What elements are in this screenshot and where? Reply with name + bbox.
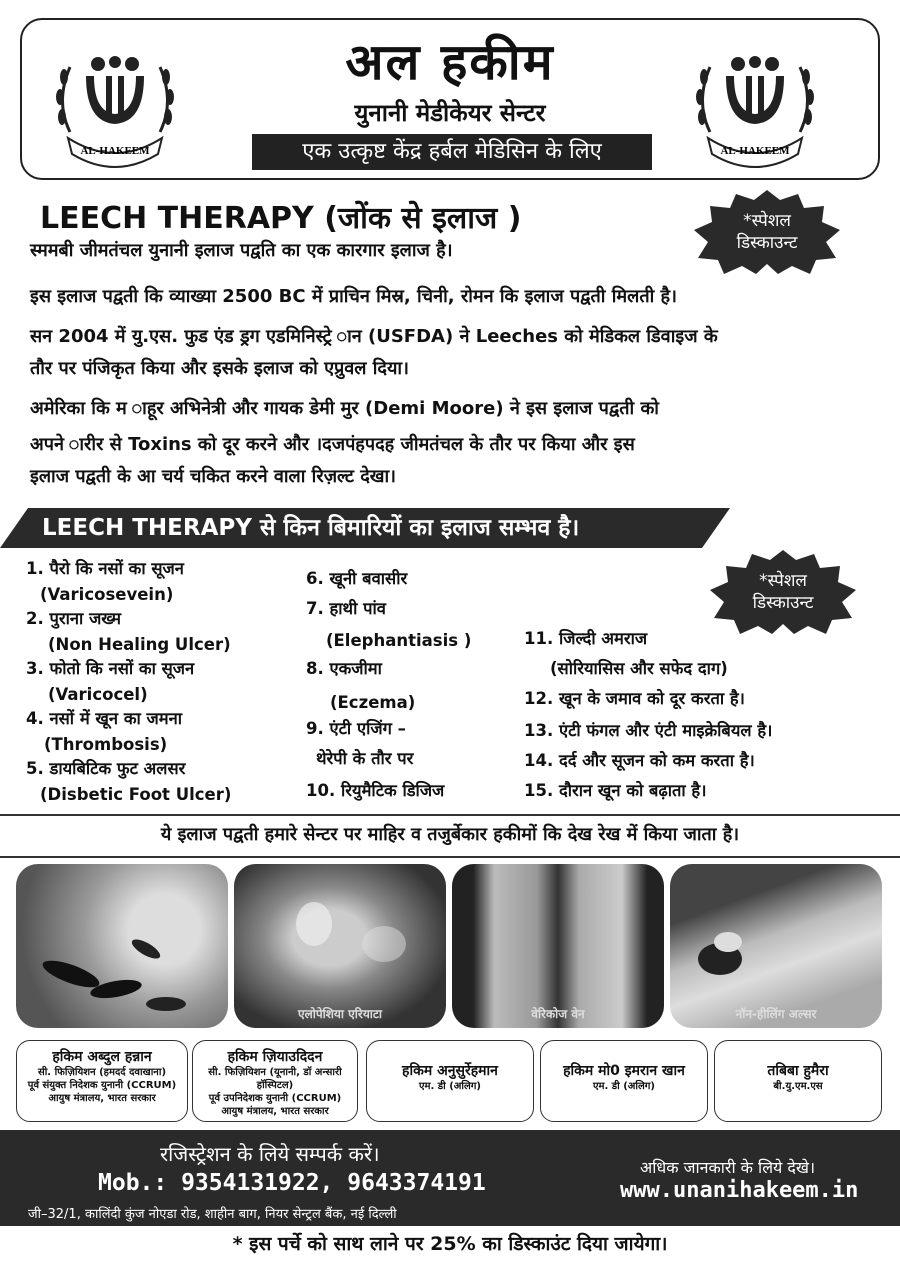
- clinic-title: अल हकीम: [345, 33, 555, 91]
- disease-item: (Non Healing Ulcer): [48, 635, 231, 654]
- more-info-text: अधिक जानकारी के लिये देखे।: [640, 1158, 816, 1177]
- doctor-detail: पूर्व उपनिदेशक युनानी (CCRUM): [208, 1093, 342, 1104]
- discount-offer: * इस पर्चे को साथ लाने पर 25% का डिस्काउंट दिया जायेगा।: [232, 1233, 668, 1255]
- special-discount-badge-list: [708, 550, 858, 634]
- doctor-name: हकिम अनुसुर्रेहमान: [402, 1063, 498, 1079]
- disease-item: (Varicosevein): [40, 585, 174, 604]
- disease-item: 1. पैरो कि नसों का सूजन: [26, 559, 184, 578]
- disease-item: 4. नसों में खून का जमना: [26, 709, 183, 728]
- doctor-name: तबिबा हुमैरा: [767, 1063, 829, 1079]
- disease-item: (Varicocel): [48, 685, 148, 704]
- photo-alopecia-areata: [234, 864, 446, 1028]
- badge-line-1: *स्पेशल: [743, 211, 791, 231]
- intro-paragraph: इस इलाज पद्वती कि व्याख्या 2500 BC में प्राचिन मिस्र, चिनी, रोमन कि इलाज पद्वती मिलती है।: [30, 286, 677, 307]
- doctor-detail: सी. फिज़ियिशन (हमदर्द दवाखाना): [37, 1067, 167, 1078]
- photo-leech-application: [16, 864, 228, 1028]
- badge-line-1: *स्पेशल: [759, 571, 807, 591]
- doctor-card: [540, 1040, 708, 1122]
- doctor-name: हकिम मो0 इमरान खान: [563, 1063, 685, 1079]
- doctor-detail: आयुष मंत्रालय, भारत सरकार: [48, 1093, 156, 1104]
- photo-caption: एलोपेशिया एरियाटा: [297, 1007, 383, 1021]
- disease-item: (Thrombosis): [44, 735, 168, 754]
- diseases-banner-text: LEECH THERAPY से किन बिमारियों का इलाज सम्भव है।: [42, 515, 580, 541]
- doctor-detail: पूर्व संयुक्त निदेशक युनानी (CCRUM): [27, 1080, 177, 1091]
- doctor-detail: सी. फिज़ियिशन (यूनानी, डॉ अन्सारी हॉस्पिटल): [208, 1067, 342, 1091]
- disease-item: 9. एंटी एजिंग –: [306, 719, 406, 738]
- disease-item: 2. पुराना जख्म: [26, 609, 121, 628]
- disease-item: (Eczema): [330, 693, 416, 712]
- logo-text: AL-HAKEEM: [720, 145, 790, 157]
- intro-paragraph: अपने ारीर से Toxins को दूर करने और ।दजपंहपदह जीमतंचल के तौर पर किया और इस: [30, 434, 635, 455]
- doctor-card: [714, 1040, 882, 1122]
- badge-line-2: डिस्काउन्ट: [736, 233, 798, 253]
- disease-item: 5. डायबिटिक फुट अलसर: [26, 759, 186, 778]
- intro-paragraph: सन 2004 में यु.एस. फुड एंड ड्रग एडमिनिस्ट्रे ान (USFDA) ने Leeches को मेडिकल डिवाइज के: [30, 326, 718, 347]
- registration-text: रजिस्ट्रेशन के लिये सम्पर्क करें।: [160, 1142, 380, 1166]
- doctor-card: [16, 1040, 188, 1122]
- intro-paragraph: स्ममबी जीमतंचल युनानी इलाज पद्वति का एक कारगार इलाज है।: [30, 240, 453, 261]
- contact-footer: [0, 1130, 900, 1226]
- disease-item: 8. एकजीमा: [306, 659, 382, 678]
- disease-item: 10. रियुमैटिक डिजिज: [306, 781, 445, 800]
- disease-item: 13. एंटी फंगल और एंटी माइक्रेबियल है।: [524, 721, 773, 740]
- badge-line-2: डिस्काउन्ट: [752, 593, 814, 613]
- doctor-name: हकिम ज़ियाउदिदन: [227, 1049, 323, 1065]
- disease-item: (सोरियासिस और सफेद दाग): [550, 659, 728, 678]
- doctor-detail: आयुष मंत्रालय, भारत सरकार: [221, 1106, 329, 1117]
- doctor-detail: एम. डी (अलिग): [419, 1081, 481, 1092]
- doctor-detail: एम. डी (अलिग): [593, 1081, 655, 1092]
- doctor-card: [366, 1040, 534, 1122]
- doctor-card: [192, 1040, 358, 1122]
- special-discount-badge-top: [692, 190, 842, 274]
- doctor-name: हकिम अब्दुल हन्नान: [52, 1049, 152, 1065]
- logo-text: AL-HAKEEM: [80, 145, 150, 157]
- photo-caption: वेरिकोज वेन: [531, 1007, 585, 1021]
- website-link[interactable]: www.unanihakeem.in: [620, 1178, 859, 1203]
- tagline: एक उत्कृष्ट केंद्र हर्बल मेडिसिन के लिए: [252, 134, 652, 170]
- disease-item: 12. खून के जमाव को दूर करता है।: [524, 689, 745, 708]
- intro-paragraph: अमेरिका कि म ाहूर अभिनेत्री और गायक डेमी मुर (Demi Moore) ने इस इलाज पद्वती को: [30, 398, 659, 419]
- photo-caption: नॉन-हीलिंग अल्सर: [735, 1007, 817, 1021]
- leech-therapy-heading: LEECH THERAPY (जोंक से इलाज ): [40, 201, 522, 236]
- photo-non-healing-ulcer: [670, 864, 882, 1028]
- disease-item: 6. खूनी बवासीर: [306, 569, 408, 588]
- mobile-numbers[interactable]: Mob.: 9354131922, 9643374191: [98, 1170, 486, 1196]
- clinic-subtitle: युनानी मेडीकेयर सेन्टर: [354, 99, 546, 127]
- disease-item: थेरेपी के तौर पर: [316, 749, 414, 768]
- disease-item: 15. दौरान खून को बढ़ाता है।: [524, 781, 707, 800]
- disease-item: 3. फोतो कि नसों का सूजन: [26, 659, 195, 678]
- expert-statement: ये इलाज पद्वती हमारे सेन्टर पर माहिर व तजुर्बेकार हकीमों कि देख रेख में किया जाता है।: [160, 824, 740, 845]
- disease-item: 14. दर्द और सूजन को कम करता है।: [524, 751, 755, 770]
- divider: [0, 814, 900, 816]
- photo-varicose-vein: [452, 864, 664, 1028]
- intro-paragraph: तौर पर पंजिकृत किया और इसके इलाज को एप्रुवल दिया।: [30, 358, 409, 379]
- doctor-detail: बी.यु.एम.एस: [773, 1081, 823, 1092]
- disease-item: 7. हाथी पांव: [306, 599, 386, 618]
- disease-item: (Elephantiasis ): [326, 631, 472, 650]
- disease-item: (Disbetic Foot Ulcer): [40, 785, 232, 804]
- address: जी–32/1, कालिंदी कुंज नोएडा रोड, शाहीन बाग, नियर सेन्ट्रल बैंक, नई दिल्ली: [28, 1207, 397, 1222]
- intro-paragraph: इलाज पद्वती के आ चर्य चकित करने वाला रिज़ल्ट देखा।: [30, 466, 396, 487]
- disease-item: 11. जिल्दी अमराज: [524, 629, 648, 648]
- divider: [0, 856, 900, 858]
